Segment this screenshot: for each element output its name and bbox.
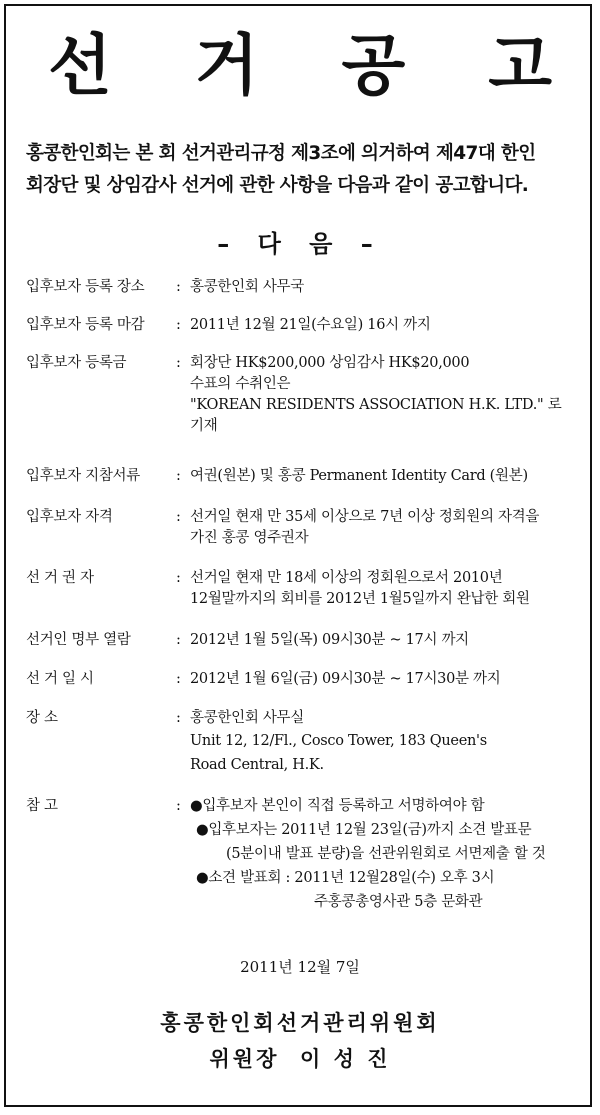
item-value xyxy=(190,466,590,487)
item-colon: : xyxy=(176,317,181,333)
value-line: ●소견 발표회 : 2011년 12월28일(수) 오후 3시 xyxy=(196,870,495,886)
value-line: 기재 xyxy=(190,418,218,434)
item-colon: : xyxy=(176,509,181,525)
item-label: 선거인 명부 열람 xyxy=(26,632,131,648)
item-label: 선 거 일 시 xyxy=(26,671,94,687)
value-line: 선거일 현재 만 35세 이상으로 7년 이상 정회원의 자격을 xyxy=(190,509,540,525)
item-value xyxy=(190,708,590,777)
value-line: Road Central, H.K. xyxy=(190,757,324,773)
intro-line: 홍콩한인회는 본 회 선거관리규정 제3조에 의거하여 제47대 한인 xyxy=(26,143,536,164)
item-label: 입후보자 등록금 xyxy=(26,355,127,371)
item-label: 장 소 xyxy=(26,710,58,726)
item-colon: : xyxy=(176,671,181,687)
value-line: 2012년 1월 5일(목) 09시30분 ~ 17시 까지 xyxy=(190,632,469,648)
item-label: 선 거 권 자 xyxy=(26,570,94,586)
item-label: 입후보자 등록 장소 xyxy=(26,279,145,295)
item-colon: : xyxy=(176,798,181,814)
item-value xyxy=(190,277,590,298)
item-colon: : xyxy=(176,632,181,648)
notice-date: 2011년 12월 7일 xyxy=(240,958,360,976)
value-line: 여권(원본) 및 홍콩 Permanent Identity Card (원본) xyxy=(190,468,528,484)
value-line: 홍콩한인회 사무국 xyxy=(190,279,304,295)
value-line: ●입후보자 본인이 직접 등록하고 서명하여야 함 xyxy=(190,798,485,814)
chairman-name: 위원장 이 성 진 xyxy=(209,1047,391,1071)
item-label: 입후보자 등록 마감 xyxy=(26,317,145,333)
value-line: 선거일 현재 만 18세 이상의 정회원으로서 2010년 xyxy=(190,570,503,586)
item-value xyxy=(190,353,590,437)
value-line: 홍콩한인회 사무실 xyxy=(190,710,304,726)
item-label: 입후보자 지참서류 xyxy=(26,468,140,484)
value-line: 가진 홍콩 영주권자 xyxy=(190,530,309,546)
item-value xyxy=(190,315,590,336)
value-line: 주홍콩총영사관 5층 문화관 xyxy=(314,894,483,910)
value-line: 2011년 12월 21일(수요일) 16시 까지 xyxy=(190,317,431,333)
organization-name: 홍콩한인회선거관리위원회 xyxy=(160,1011,440,1035)
value-line: 회장단 HK$200,000 상임감사 HK$20,000 xyxy=(190,355,470,371)
item-colon: : xyxy=(176,570,181,586)
section-heading: – 다 음 – xyxy=(217,230,383,258)
value-line: 수표의 수취인은 xyxy=(190,376,291,392)
item-label: 참 고 xyxy=(26,798,58,814)
value-line: Unit 12, 12/Fl., Cosco Tower, 183 Queen's xyxy=(190,733,487,749)
item-colon: : xyxy=(176,279,181,295)
value-line: "KOREAN RESIDENTS ASSOCIATION H.K. LTD." 로 xyxy=(190,397,562,413)
intro-paragraph xyxy=(26,138,586,202)
item-label: 입후보자 자격 xyxy=(26,509,113,525)
item-colon: : xyxy=(176,468,181,484)
notice-title: 선 거 공 고 xyxy=(48,27,582,104)
value-line: (5분이내 발표 분량)을 선관위원회로 서면제출 할 것 xyxy=(226,846,546,862)
item-value xyxy=(190,507,590,549)
intro-line: 회장단 및 상임감사 선거에 관한 사항을 다음과 같이 공고합니다. xyxy=(26,175,529,196)
item-colon: : xyxy=(176,355,181,371)
item-value xyxy=(190,630,590,651)
item-value xyxy=(190,568,590,610)
value-line: ●입후보자는 2011년 12월 23일(금)까지 소견 발표문 xyxy=(196,822,532,838)
item-value xyxy=(190,669,590,690)
value-line: 12월말까지의 회비를 2012년 1월5일까지 완납한 회원 xyxy=(190,591,530,607)
item-value xyxy=(190,796,590,916)
value-line: 2012년 1월 6일(금) 09시30분 ~ 17시30분 까지 xyxy=(190,671,501,687)
item-colon: : xyxy=(176,710,181,726)
